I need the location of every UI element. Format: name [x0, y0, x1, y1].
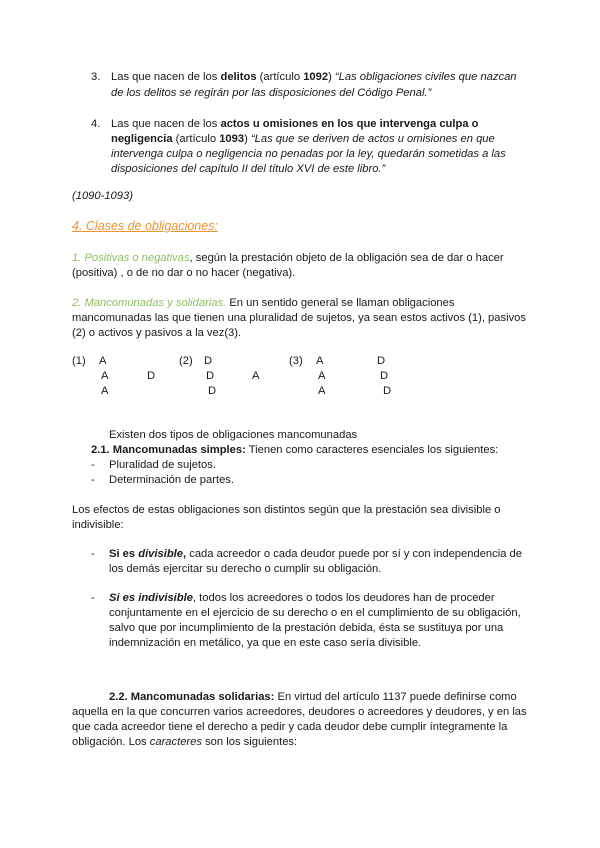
bold-text: ,: [183, 548, 187, 560]
bullet-dash: -: [91, 592, 95, 604]
quote: “Las que se deriven de actos u omisiones en que: [250, 133, 495, 145]
diagram-cell: A: [101, 385, 109, 397]
item-text-line1: [111, 117, 478, 132]
diagram-cell: D: [204, 355, 213, 367]
text: , todos los acreedores o todos los deudores han de proceder: [192, 592, 495, 604]
diagram-cell: A: [316, 355, 324, 367]
indivisible-line1: [109, 591, 495, 606]
bullet-dash: -: [91, 459, 95, 471]
text: ): [328, 71, 335, 83]
bold-term: actos u omisiones en los que intervenga culpa o: [220, 118, 479, 130]
article-number: 1093: [219, 133, 245, 145]
indivisible-line2: conjuntamente en el ejercicio de su derecho o en el cumplimiento de su obligación,: [109, 607, 521, 619]
diagram-cell: D: [377, 355, 386, 367]
divisible-line1: [109, 547, 522, 562]
text: Las que nacen de los: [111, 118, 221, 130]
diagram-cell: D: [208, 385, 217, 397]
solidarias-line4: [72, 735, 297, 750]
text: , según la prestación objeto de la obligación sea de dar o hacer: [189, 252, 504, 264]
diagram-cell: A: [318, 385, 326, 397]
section-heading: 4. Clases de obligaciones:: [72, 219, 218, 233]
range-note: (1090-1093): [72, 190, 133, 202]
italic-term: caracteres: [149, 736, 202, 748]
diagram-cell: A: [101, 370, 109, 382]
article-number: 1092: [303, 71, 329, 83]
indivisible-line4: indemnización en metálico, ya que en este caso sería divisible.: [109, 637, 422, 649]
clase2-line3: (2) o activos y pasivos a la vez(3).: [72, 327, 242, 339]
bullet-dash: -: [91, 548, 95, 560]
efectos-line2: indivisible:: [72, 519, 124, 531]
indivisible-line3: salvo que por incumplimiento de la prestación debida, ésta se sustituya por una: [109, 622, 504, 634]
text: En virtud del artículo 1137 puede definirse como: [274, 691, 517, 703]
diagram-cell: A: [318, 370, 326, 382]
item-number: 4.: [91, 118, 101, 130]
clase1-line2: (positiva) , o de no dar o no hacer (negativa).: [72, 267, 296, 279]
bullet-text: Determinación de partes.: [109, 474, 234, 486]
text: son los siguientes:: [201, 736, 298, 748]
efectos-line1: Los efectos de estas obligaciones son distintos según que la prestación sea divisible o: [72, 504, 501, 516]
divisible-line2: los demás ejercitar su derecho o cumplir su obligación.: [109, 563, 382, 575]
diagram-cell: A: [99, 355, 107, 367]
diagram-cell: D: [206, 370, 215, 382]
text: En un sentido general se llaman obligaciones: [226, 297, 455, 309]
quote: “Las obligaciones civiles que nazcan: [334, 71, 517, 83]
solidarias-line3: que cada acreedor tiene el derecho a pedir y cada deudor debe cumplir íntegramente la: [72, 721, 508, 733]
text: Tienen como caracteres esenciales los siguientes:: [245, 444, 499, 456]
subheading: 2.2. Mancomunadas solidarias:: [109, 691, 275, 703]
diagram-cell: D: [380, 370, 389, 382]
diagram-label-3: (3): [289, 355, 303, 367]
diagram-cell: A: [252, 370, 260, 382]
item-quote-line4: disposiciones del capítulo II del título XVI de este libro.”: [111, 163, 386, 175]
diagram-label-1: (1): [72, 355, 86, 367]
text: cada acreedor o cada deudor puede por sí y con independencia de: [186, 548, 522, 560]
item-quote-line3: intervenga culpa o negligencia no penadas por la ley, quedarán sometidas a las: [111, 148, 506, 160]
solidarias-line2: aquella en la que concurren varios acreedores, deudores o acreedores y deudores, y en las: [72, 706, 527, 718]
item-text-line1: [111, 70, 517, 85]
diagram-cell: D: [147, 370, 156, 382]
subheading: 1. Positivas o negativas: [72, 252, 190, 264]
item-number: 3.: [91, 71, 101, 83]
clase2-line2: mancomunadas las que tienen una pluralidad de sujetos, ya sean estos activos (1), pasivos: [72, 312, 526, 324]
bold-term: negligencia: [111, 133, 173, 145]
item-text-line2: [111, 132, 495, 147]
text: (artículo: [256, 71, 304, 83]
bold-term: delitos: [220, 71, 257, 83]
text: (artículo: [172, 133, 220, 145]
bold-term: divisible: [138, 548, 184, 560]
text: Las que nacen de los: [111, 71, 221, 83]
subheading: 2. Mancomunadas y solidarias.: [72, 297, 227, 309]
bold-term: Si es indivisible: [109, 592, 193, 604]
solidarias-line1: [109, 690, 517, 705]
subheading: 2.1. Mancomunadas simples:: [91, 444, 246, 456]
bullet-dash: -: [91, 474, 95, 486]
bullet-text: Pluralidad de sujetos.: [109, 459, 216, 471]
bold-text: Si es: [109, 548, 139, 560]
diagram-cell: D: [383, 385, 392, 397]
text: obligación. Los: [72, 736, 150, 748]
diagram-label-2: (2): [179, 355, 193, 367]
clase2-line1: [72, 296, 454, 311]
tipos-intro: Existen dos tipos de obligaciones mancomunadas: [109, 429, 358, 441]
simples-line: [91, 443, 498, 458]
text: ): [244, 133, 251, 145]
clase1-line1: [72, 251, 504, 266]
item-quote-line2: de los delitos se regirán por las disposiciones del Código Penal.”: [111, 87, 432, 99]
